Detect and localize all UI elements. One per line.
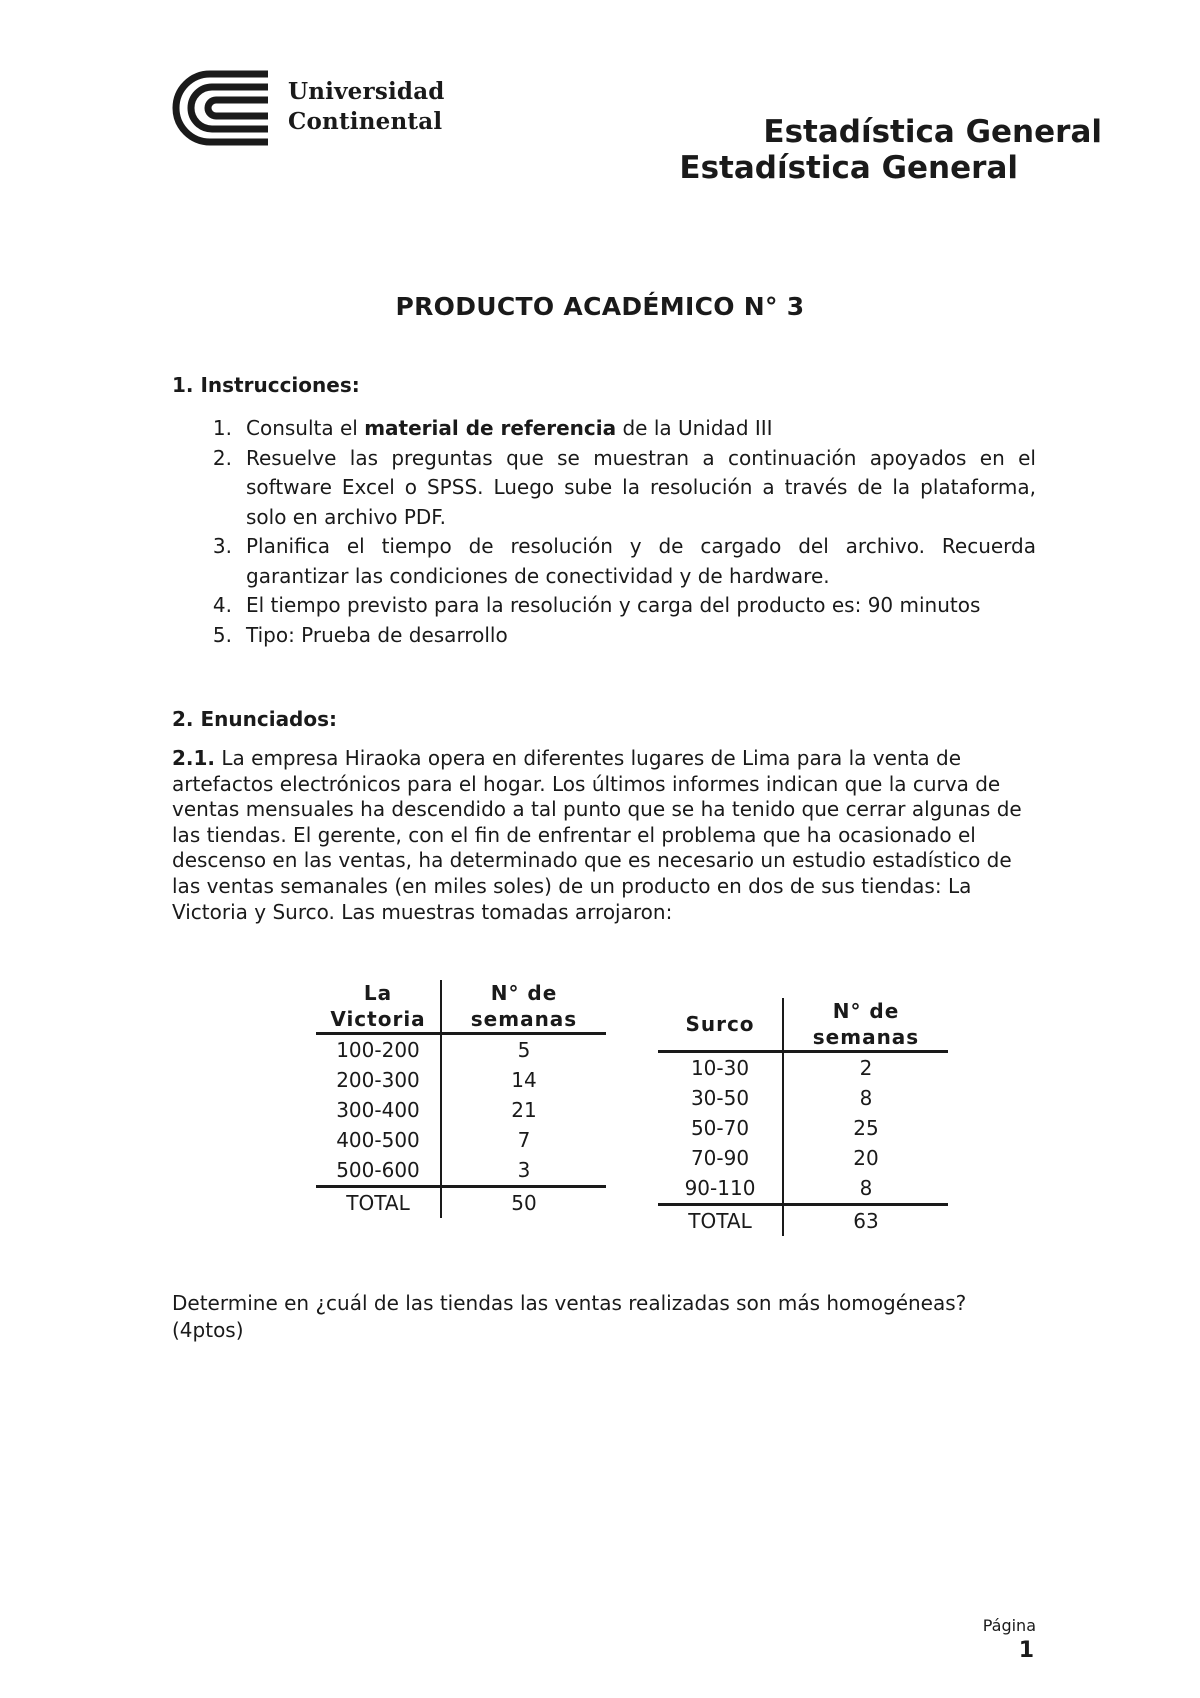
range-cell: 50-70 bbox=[658, 1113, 783, 1143]
instruction-item bbox=[212, 414, 1036, 444]
total-value: 63 bbox=[783, 1205, 948, 1237]
table-row bbox=[316, 1155, 606, 1187]
instructions-list bbox=[196, 414, 1036, 650]
instruction-text: Resuelve las preguntas que se muestran a continuación apoyados en el software Excel o SPSS. Luego sube la resolución a través de la plataforma, solo en archivo PDF. bbox=[246, 445, 1036, 529]
count-cell: 14 bbox=[511, 1068, 537, 1092]
page-label: Página bbox=[982, 1616, 1036, 1635]
problem-text: La empresa Hiraoka opera en diferentes lugares de Lima para la venta de artefactos electrónicos para el hogar. Los últimos informes indican que la curva de ventas mensuales ha descendido a tal punto que se ha tenido que cerrar algunas de las tiendas. El gerente, con el fin de enfrentar el problema que ha ocasionado el descenso en las ventas, ha determinado que es necesario un estudio estadístico de las ventas semanales (en miles soles) de un producto en dos de sus tiendas: La Victoria y Surco. Las muestras tomadas arrojaron: bbox=[172, 746, 1022, 924]
problem-statement bbox=[172, 746, 1040, 925]
count-cell: 2 bbox=[859, 1056, 873, 1080]
instruction-item bbox=[212, 591, 1036, 621]
instruction-bold-text: material de referencia bbox=[364, 416, 617, 440]
item-number: 5. bbox=[212, 622, 232, 647]
range-cell: 300-400 bbox=[316, 1095, 441, 1125]
range-cell: 400-500 bbox=[316, 1125, 441, 1155]
table-row bbox=[316, 1034, 606, 1066]
table-row bbox=[316, 1125, 606, 1155]
count-cell: 3 bbox=[517, 1158, 531, 1182]
range-cell: 100-200 bbox=[316, 1034, 441, 1066]
instruction-text: El tiempo previsto para la resolución y carga del producto es: 90 minutos bbox=[246, 593, 981, 617]
count-cell: 8 bbox=[859, 1086, 873, 1110]
problem-number: 2.1. bbox=[172, 746, 216, 770]
count-cell: 8 bbox=[859, 1176, 873, 1200]
section-instructions-heading: 1. Instrucciones: bbox=[172, 373, 360, 397]
total-label: TOTAL bbox=[658, 1205, 783, 1237]
table-total-row bbox=[658, 1205, 948, 1237]
logo-text-universidad: Universidad bbox=[288, 78, 445, 105]
instruction-text: Tipo: Prueba de desarrollo bbox=[246, 622, 508, 647]
column-header-store: La Victoria bbox=[316, 980, 441, 1034]
table-row bbox=[658, 1143, 948, 1173]
count-cell: 21 bbox=[511, 1098, 537, 1122]
table-row bbox=[658, 1173, 948, 1205]
document-title: PRODUCTO ACADÉMICO N° 3 bbox=[395, 292, 805, 321]
range-cell: 90-110 bbox=[658, 1173, 783, 1205]
item-number: 4. bbox=[212, 593, 232, 617]
count-cell: 5 bbox=[517, 1038, 531, 1062]
range-cell: 200-300 bbox=[316, 1065, 441, 1095]
instruction-item bbox=[212, 444, 1036, 533]
instruction-text: Planifica el tiempo de resolución y de cargado del archivo. Recuerda garantizar las condiciones de conectividad y de hardware. bbox=[246, 534, 1036, 588]
university-logo-icon bbox=[172, 70, 272, 146]
range-cell: 500-600 bbox=[316, 1155, 441, 1187]
instruction-text: de la Unidad III bbox=[616, 416, 773, 440]
question-text: Determine en ¿cuál de las tiendas las ventas realizadas son más homogéneas? (4ptos) bbox=[172, 1291, 967, 1342]
table-row bbox=[658, 1052, 948, 1084]
column-header-store: Surco bbox=[658, 998, 783, 1052]
logo-text-continental: Continental bbox=[288, 108, 443, 135]
table-row bbox=[658, 1113, 948, 1143]
table-row bbox=[316, 1095, 606, 1125]
course-title: Estadística General bbox=[763, 114, 1102, 150]
range-cell: 70-90 bbox=[658, 1143, 783, 1173]
instruction-item bbox=[212, 621, 1036, 651]
total-value: 50 bbox=[441, 1187, 606, 1219]
item-number: 2. bbox=[212, 445, 232, 470]
range-cell: 30-50 bbox=[658, 1083, 783, 1113]
instruction-item bbox=[212, 532, 1036, 591]
column-header-weeks: N° de semanas bbox=[783, 998, 948, 1052]
table-la-victoria bbox=[316, 980, 606, 1218]
count-cell: 25 bbox=[853, 1116, 879, 1140]
table-surco bbox=[658, 998, 948, 1236]
table-row bbox=[658, 1083, 948, 1113]
item-number: 3. bbox=[212, 534, 232, 558]
course-title-duplicate: Estadística General bbox=[679, 150, 1018, 186]
count-cell: 7 bbox=[517, 1128, 531, 1152]
instruction-text: Consulta el bbox=[246, 416, 365, 440]
total-label: TOTAL bbox=[316, 1187, 441, 1219]
table-total-row bbox=[316, 1187, 606, 1219]
count-cell: 20 bbox=[853, 1146, 879, 1170]
page-number: 1 bbox=[1018, 1638, 1034, 1663]
section-statements-heading: 2. Enunciados: bbox=[172, 707, 338, 731]
range-cell: 10-30 bbox=[658, 1052, 783, 1084]
table-row bbox=[316, 1065, 606, 1095]
item-number: 1. bbox=[212, 416, 232, 440]
column-header-weeks: N° de semanas bbox=[441, 980, 606, 1034]
